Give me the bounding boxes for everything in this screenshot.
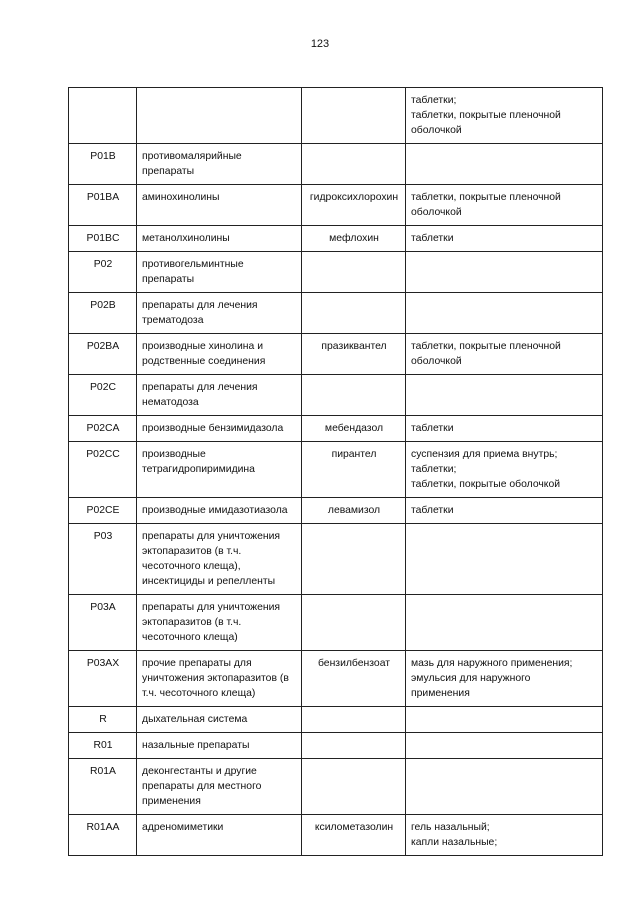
group-name-cell <box>137 815 302 856</box>
inn-name: гидроксихлорохин <box>309 192 399 203</box>
group-name-cell <box>137 416 302 442</box>
dosage-form-line: таблетки, покрытые пленочной <box>411 341 561 352</box>
dosage-form-cell <box>406 375 603 416</box>
dosage-form-line: мазь для наружного применения; <box>411 658 573 669</box>
dosage-form-cell <box>406 226 603 252</box>
atc-code-cell <box>69 595 137 651</box>
dosage-form-line: гель назальный; <box>411 822 490 833</box>
table-row <box>69 498 603 524</box>
group-name-line: противомалярийные <box>142 151 242 162</box>
dosage-form-line: оболочкой <box>411 356 462 367</box>
dosage-form-line: суспензия для приема внутрь; <box>411 449 558 460</box>
inn-cell <box>302 595 406 651</box>
table-row <box>69 416 603 442</box>
atc-code: P03 <box>93 531 113 542</box>
group-name-cell <box>137 595 302 651</box>
group-name-line: дыхательная система <box>142 714 248 725</box>
inn-cell <box>302 88 406 144</box>
group-name-line: препараты для лечения <box>142 300 258 311</box>
atc-code-cell <box>69 88 137 144</box>
dosage-form-line: капли назальные; <box>411 837 498 848</box>
group-name-cell <box>137 759 302 815</box>
dosage-form-line: оболочкой <box>411 207 462 218</box>
inn-name: мефлохин <box>329 233 379 244</box>
dosage-form-cell <box>406 498 603 524</box>
atc-code: R <box>99 714 107 725</box>
dosage-form-cell <box>406 185 603 226</box>
inn-cell <box>302 252 406 293</box>
group-name-line: эктопаразитов (в т.ч. <box>142 617 242 628</box>
inn-cell <box>302 759 406 815</box>
inn-cell <box>302 733 406 759</box>
group-name-line: метанолхинолины <box>142 233 230 244</box>
atc-code: P02CA <box>86 423 120 434</box>
group-name-line: препараты <box>142 166 195 177</box>
dosage-form-cell <box>406 759 603 815</box>
group-name-line: препараты для уничтожения <box>142 531 281 542</box>
table-row <box>69 651 603 707</box>
table-row <box>69 252 603 293</box>
group-name-cell <box>137 293 302 334</box>
atc-code: P03A <box>90 602 116 613</box>
inn-name: пирантел <box>331 449 377 460</box>
drug-table <box>68 87 603 856</box>
dosage-form-cell <box>406 88 603 144</box>
dosage-form-cell <box>406 733 603 759</box>
atc-code-cell <box>69 334 137 375</box>
dosage-form-line: таблетки <box>411 423 454 434</box>
atc-code: P01BC <box>86 233 120 244</box>
dosage-form-line: оболочкой <box>411 125 462 136</box>
group-name-line: родственные соединения <box>142 356 266 367</box>
table-row <box>69 293 603 334</box>
group-name-cell <box>137 88 302 144</box>
atc-code-cell <box>69 524 137 595</box>
table-row <box>69 375 603 416</box>
group-name-line: применения <box>142 796 201 807</box>
atc-code: R01 <box>93 740 113 751</box>
atc-code-cell <box>69 185 137 226</box>
group-name-cell <box>137 524 302 595</box>
atc-code: P03AX <box>86 658 120 669</box>
group-name-line: эктопаразитов (в т.ч. <box>142 546 242 557</box>
atc-code: P01BA <box>86 192 120 203</box>
group-name-cell <box>137 226 302 252</box>
table-row <box>69 442 603 498</box>
table-row <box>69 144 603 185</box>
dosage-form-cell <box>406 442 603 498</box>
dosage-form-line: таблетки, покрытые пленочной <box>411 192 561 203</box>
group-name-line: препараты для местного <box>142 781 262 792</box>
dosage-form-cell <box>406 815 603 856</box>
group-name-line: назальные препараты <box>142 740 250 751</box>
inn-cell <box>302 144 406 185</box>
group-name-line: уничтожения эктопаразитов (в <box>142 673 289 684</box>
group-name-cell <box>137 707 302 733</box>
inn-cell <box>302 707 406 733</box>
atc-code: P02C <box>90 382 116 393</box>
atc-code-cell <box>69 375 137 416</box>
group-name-cell <box>137 442 302 498</box>
atc-code: P02BA <box>86 341 120 352</box>
group-name-line: противогельминтные <box>142 259 244 270</box>
atc-code: R01A <box>90 766 116 777</box>
atc-code-cell <box>69 651 137 707</box>
atc-code: P02CC <box>86 449 120 460</box>
group-name-line: прочие препараты для <box>142 658 252 669</box>
atc-code-cell <box>69 498 137 524</box>
inn-name: бензилбензоат <box>317 658 391 669</box>
dosage-form-cell <box>406 595 603 651</box>
group-name-line: нематодоза <box>142 397 199 408</box>
dosage-form-cell <box>406 416 603 442</box>
table-row <box>69 524 603 595</box>
atc-code: P02CE <box>86 505 120 516</box>
group-name-line: производные имидазотиазола <box>142 505 288 516</box>
group-name-line: т.ч. чесоточного клеща) <box>142 688 256 699</box>
table-row <box>69 185 603 226</box>
group-name-cell <box>137 252 302 293</box>
inn-cell <box>302 185 406 226</box>
table-row <box>69 707 603 733</box>
atc-code-cell <box>69 144 137 185</box>
group-name-cell <box>137 144 302 185</box>
dosage-form-cell <box>406 334 603 375</box>
dosage-form-line: таблетки <box>411 505 454 516</box>
atc-code: R01AA <box>86 822 120 833</box>
atc-code: P02B <box>90 300 116 311</box>
group-name-line: тетрагидропиримидина <box>142 464 255 475</box>
atc-code-cell <box>69 707 137 733</box>
dosage-form-line: применения <box>411 688 470 699</box>
group-name-cell <box>137 651 302 707</box>
inn-name: левамизол <box>327 505 381 516</box>
dosage-form-cell <box>406 707 603 733</box>
group-name-line: препараты для уничтожения <box>142 602 281 613</box>
table-row <box>69 759 603 815</box>
page-number: 123 <box>310 38 330 50</box>
atc-code: P02 <box>93 259 113 270</box>
inn-cell <box>302 293 406 334</box>
group-name-line: трематодоза <box>142 315 204 326</box>
group-name-cell <box>137 185 302 226</box>
group-name-line: производные хинолина и <box>142 341 264 352</box>
group-name-line: аминохинолины <box>142 192 220 203</box>
dosage-form-line: таблетки; <box>411 464 457 475</box>
table-row <box>69 733 603 759</box>
inn-cell <box>302 524 406 595</box>
group-name-line: производные <box>142 449 206 460</box>
dosage-form-line: эмульсия для наружного <box>411 673 531 684</box>
table-row <box>69 334 603 375</box>
table-row <box>69 88 603 144</box>
atc-code-cell <box>69 416 137 442</box>
group-name-cell <box>137 375 302 416</box>
table-row <box>69 226 603 252</box>
inn-name: празиквантел <box>321 341 387 352</box>
atc-code-cell <box>69 815 137 856</box>
atc-code-cell <box>69 759 137 815</box>
inn-cell <box>302 226 406 252</box>
table-row <box>69 595 603 651</box>
dosage-form-line: таблетки <box>411 233 454 244</box>
dosage-form-cell <box>406 524 603 595</box>
atc-code-cell <box>69 733 137 759</box>
atc-code-cell <box>69 293 137 334</box>
atc-code-cell <box>69 226 137 252</box>
atc-code: P01B <box>90 151 116 162</box>
group-name-line: инсектициды и репелленты <box>142 576 276 587</box>
inn-cell <box>302 815 406 856</box>
group-name-line: деконгестанты и другие <box>142 766 257 777</box>
dosage-form-line: таблетки, покрытые пленочной <box>411 110 561 121</box>
dosage-form-cell <box>406 651 603 707</box>
group-name-line: чесоточного клеща), <box>142 561 241 572</box>
group-name-line: чесоточного клеща) <box>142 632 238 643</box>
table-body <box>69 88 603 856</box>
inn-cell <box>302 375 406 416</box>
dosage-form-cell <box>406 252 603 293</box>
group-name-line: препараты для лечения <box>142 382 258 393</box>
dosage-form-line: таблетки; <box>411 95 457 106</box>
inn-name: мебендазол <box>324 423 384 434</box>
group-name-cell <box>137 498 302 524</box>
atc-code-cell <box>69 442 137 498</box>
group-name-line: адреномиметики <box>142 822 224 833</box>
inn-cell <box>302 416 406 442</box>
table-row <box>69 815 603 856</box>
inn-cell <box>302 442 406 498</box>
inn-cell <box>302 651 406 707</box>
group-name-line: производные бензимидазола <box>142 423 284 434</box>
inn-cell <box>302 334 406 375</box>
inn-cell <box>302 498 406 524</box>
group-name-line: препараты <box>142 274 195 285</box>
dosage-form-line: таблетки, покрытые оболочкой <box>411 479 561 490</box>
dosage-form-cell <box>406 293 603 334</box>
inn-name: ксилометазолин <box>314 822 394 833</box>
group-name-cell <box>137 733 302 759</box>
dosage-form-cell <box>406 144 603 185</box>
group-name-cell <box>137 334 302 375</box>
atc-code-cell <box>69 252 137 293</box>
